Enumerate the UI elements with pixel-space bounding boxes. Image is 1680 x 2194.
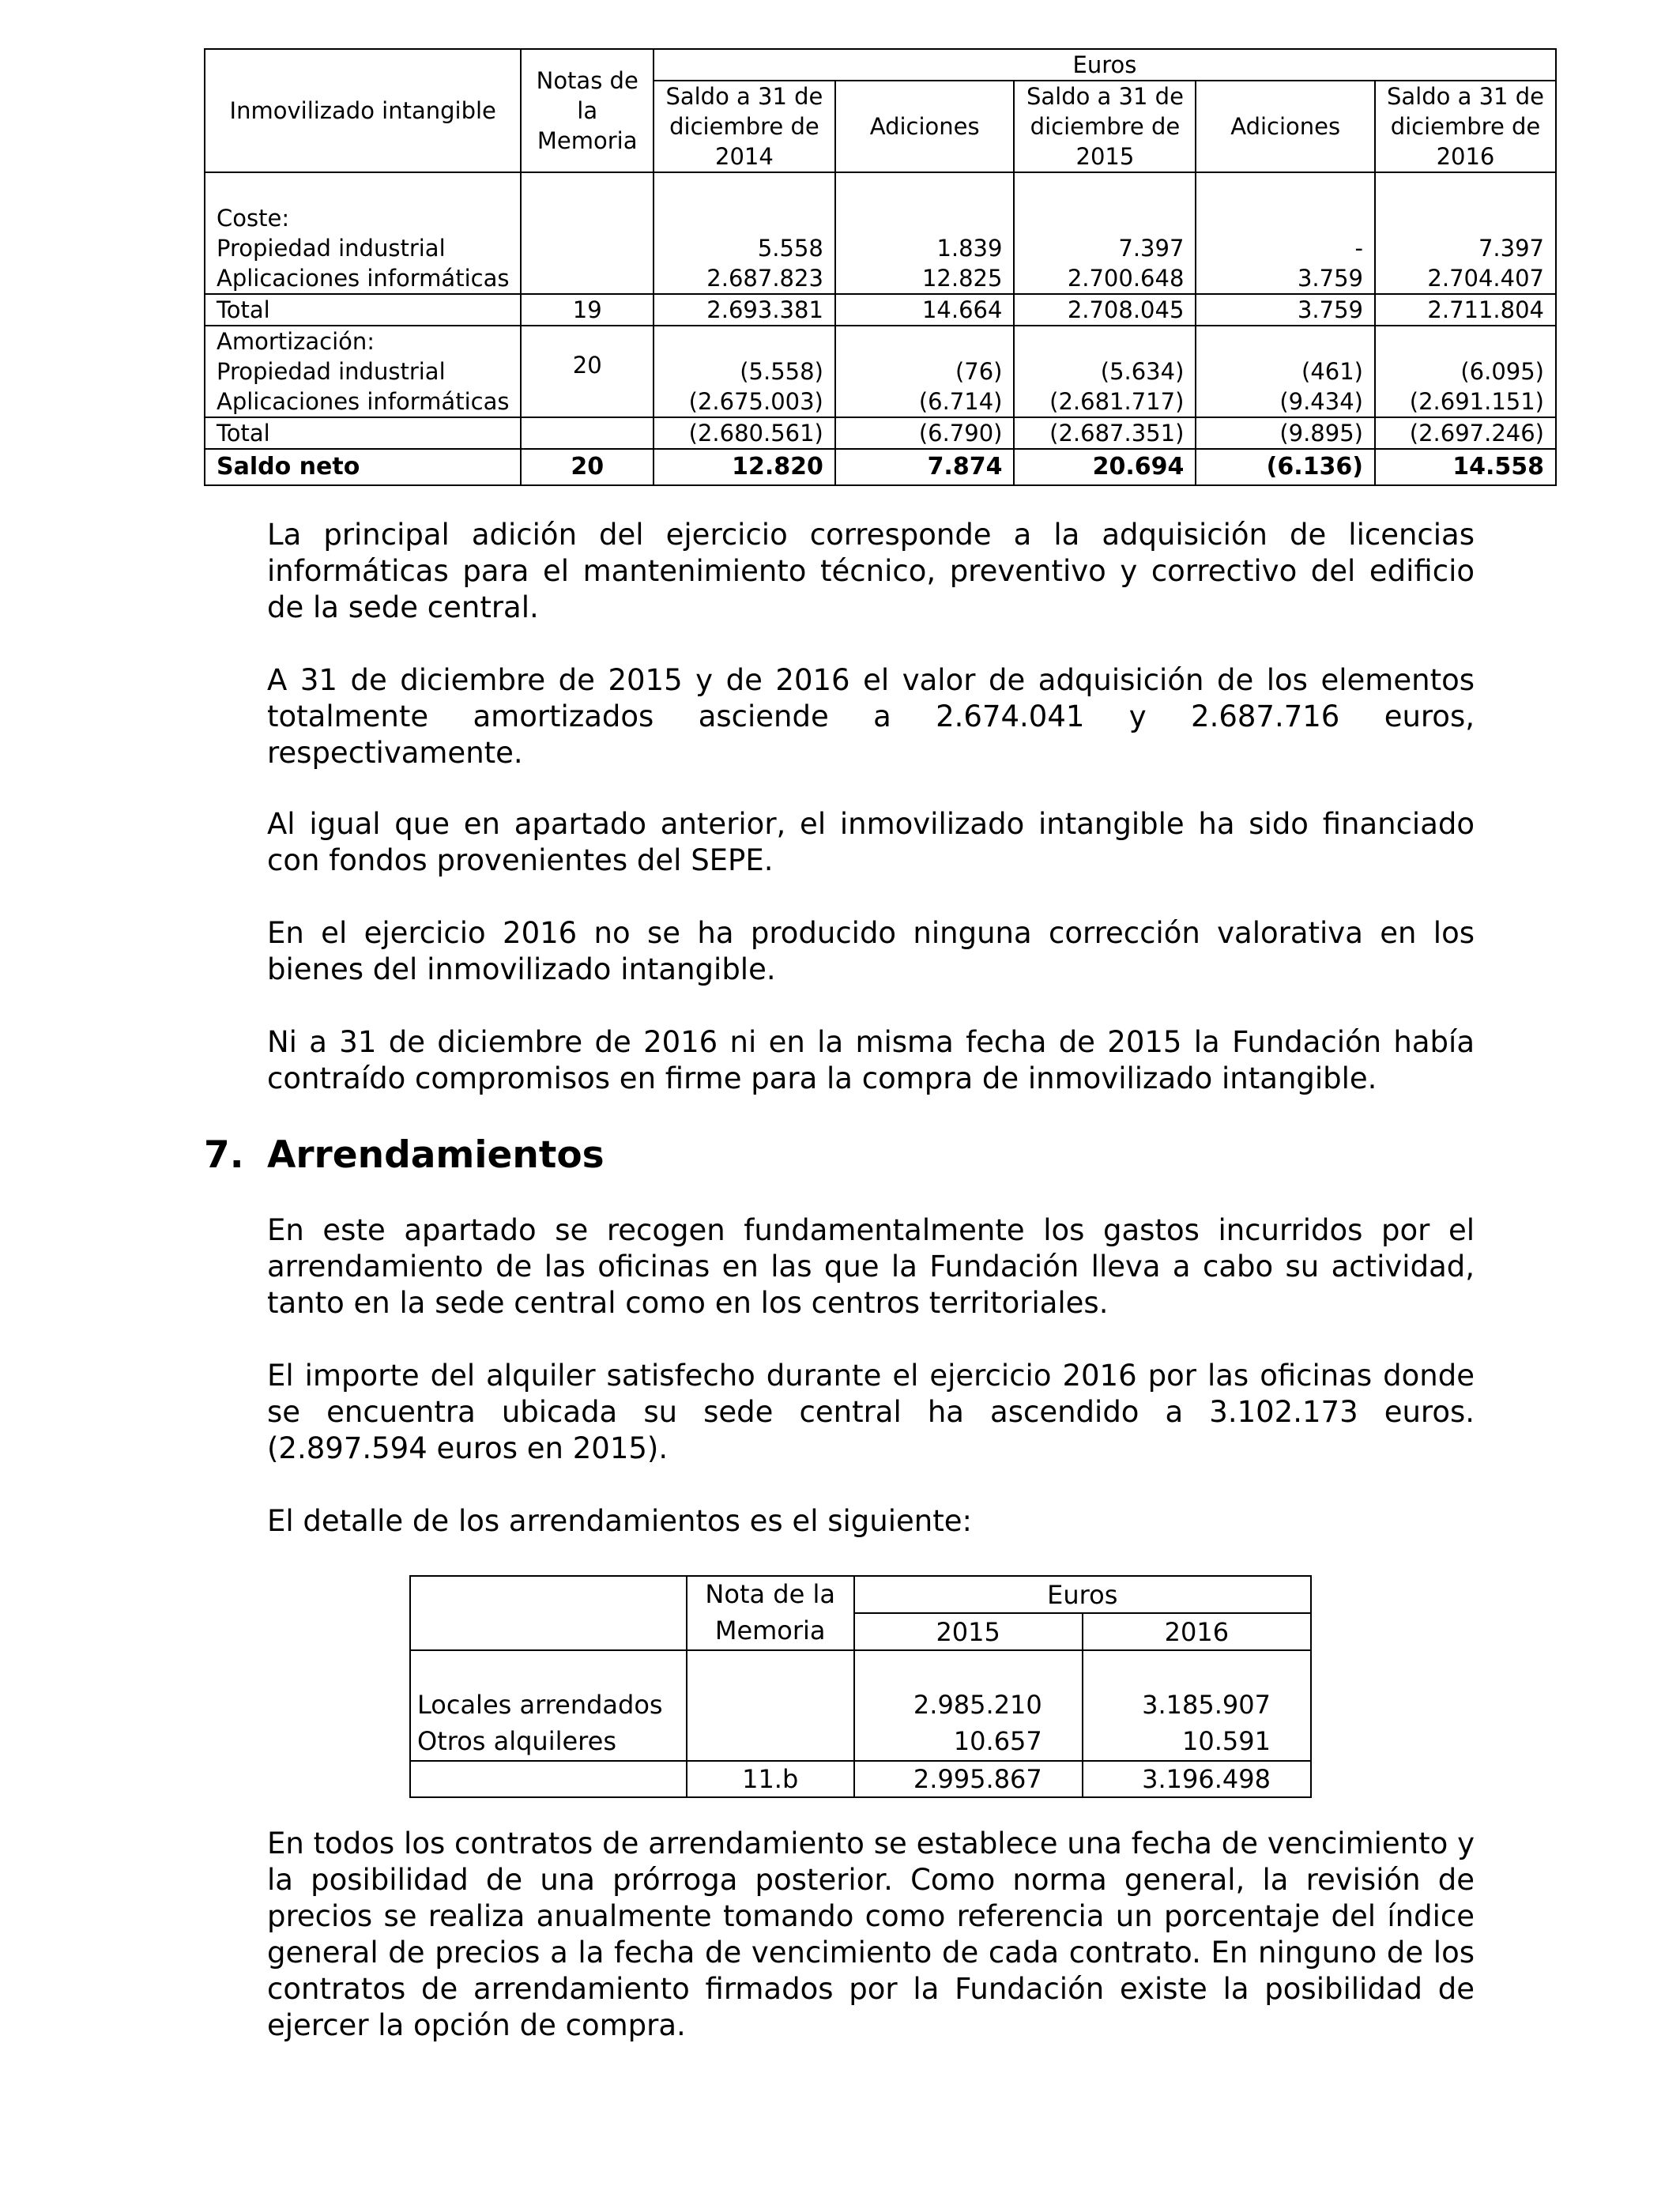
paragraph-compromisos: Ni a 31 de diciembre de 2016 ni en la misma fecha de 2015 la Fundación había contraído compromisos en firme para la compra de inmovilizado intangible. [267, 1025, 1475, 1095]
header-2016: 2016 [1083, 1613, 1311, 1650]
paragraph-principal-adicion: La principal adición del ejercicio corresponde a la adquisición de licencias informáticas para el mantenimiento técnico, preventivo y correctivo del edificio de la sede central. [267, 518, 1475, 624]
header-adiciones-2015: Adiciones [835, 81, 1015, 172]
header-saldo-2014: Saldo a 31 de diciembre de 2014 [654, 81, 835, 172]
paragraph-correccion-valorativa: En el ejercicio 2016 no se ha producido ninguna corrección valorativa en los bienes del inmovilizado intangible. [267, 916, 1475, 986]
paragraph-arrendamientos-intro: En este apartado se recogen fundamentalmente los gastos incurridos por el arrendamiento de las oficinas en las que la Fundación lleva a cabo su actividad, tanto en la sede central como en los centros territoriales. [267, 1213, 1475, 1320]
header-adiciones-2016: Adiciones [1196, 81, 1375, 172]
leases-table [409, 1575, 1312, 1798]
paragraph-contratos: En todos los contratos de arrendamiento se establece una fecha de vencimiento y la posibilidad de una prórroga posterior. Como norma general, la revisión de precios se realiza anualmente tomando como referencia un porcentaje del índice general de precios a la fecha de vencimiento de cada contrato. En ninguno de los contratos de arrendamiento firmados por la Fundación existe la posibilidad de ejercer la opción de compra. [267, 1826, 1475, 2042]
header-inmovilizado: Inmovilizado intangible [205, 49, 521, 172]
header-notas: Notas de la Memoria [521, 49, 654, 172]
header-saldo-2015: Saldo a 31 de diciembre de 2015 [1014, 81, 1196, 172]
table-row: Locales arrendados Otros alquileres 2.985.210 10.657 3.185.907 10.591 [410, 1650, 1311, 1761]
table-row-saldo-neto: Saldo neto 20 12.820 7.874 20.694 (6.136) 14.558 [205, 449, 1556, 485]
paragraph-detalle: El detalle de los arrendamientos es el siguiente: [267, 1504, 972, 1538]
amortizacion-title: Amortización: [217, 328, 375, 355]
table-row: Coste: Propiedad industrial Aplicaciones informáticas 5.558 2.687.823 1.839 12.825 7.397 2.700.648 - 3.759 7.397 2.704.407 [205, 172, 1556, 294]
section-heading-arrendamientos: 7. Arrendamientos [204, 1133, 605, 1177]
header-nota-memoria: Nota de la Memoria [687, 1576, 854, 1650]
header-2015: 2015 [854, 1613, 1083, 1650]
header-euros: Euros [854, 1576, 1311, 1613]
coste-title: Coste: [217, 205, 290, 232]
table-row: Total 19 2.693.381 14.664 2.708.045 3.759 2.711.804 [205, 294, 1556, 326]
table-row: Amortización: Propiedad industrial Aplicaciones informáticas 20 (5.558) (2.675.003) (76) (6.714) (5.634) (2.681.717) (461) (9.434) (6.095) (2.691.151) [205, 326, 1556, 417]
intangible-assets-table [204, 48, 1557, 486]
header-saldo-2016: Saldo a 31 de diciembre de 2016 [1375, 81, 1556, 172]
table-row-total: 11.b 2.995.867 3.196.498 [410, 1761, 1311, 1797]
header-empty [410, 1576, 687, 1650]
table-row: Total (2.680.561) (6.790) (2.687.351) (9.895) (2.697.246) [205, 417, 1556, 449]
header-euros: Euros [654, 49, 1556, 81]
paragraph-importe-alquiler: El importe del alquiler satisfecho durante el ejercicio 2016 por las oficinas donde se encuentra ubicada su sede central ha ascendido a 3.102.173 euros. (2.897.594 euros en 2015). [267, 1359, 1475, 1465]
paragraph-financiacion-sepe: Al igual que en apartado anterior, el inmovilizado intangible ha sido financiado con fondos provenientes del SEPE. [267, 807, 1475, 877]
paragraph-totalmente-amortizados: A 31 de diciembre de 2015 y de 2016 el valor de adquisición de los elementos totalmente amortizados asciende a 2.674.041 y 2.687.716 euros, respectivamente. [267, 663, 1475, 770]
